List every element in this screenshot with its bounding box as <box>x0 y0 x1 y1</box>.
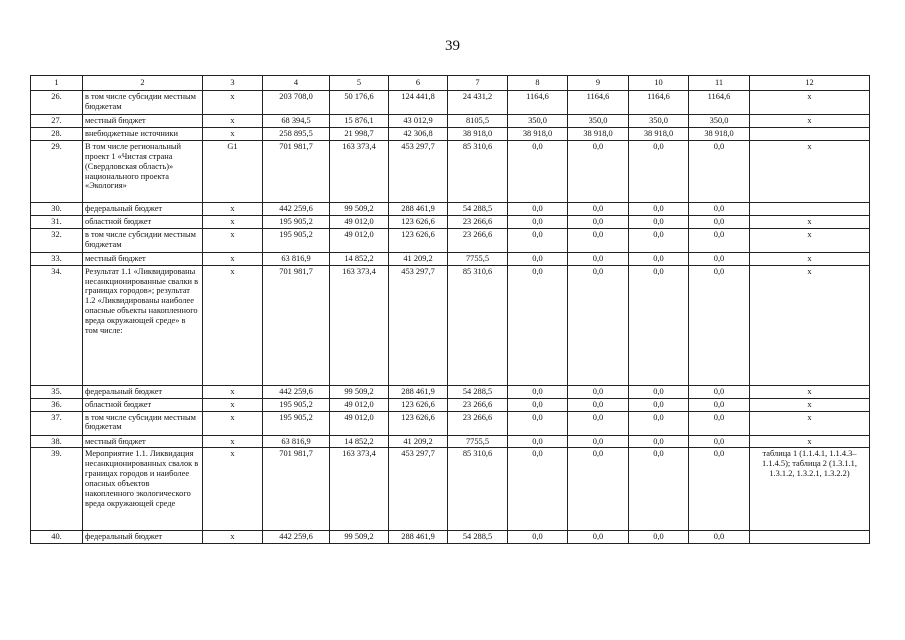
year-value-cell: 21 998,7 <box>330 127 389 140</box>
year-value-cell: 0,0 <box>629 228 689 252</box>
year-value-cell: 1164,6 <box>508 91 568 115</box>
column-number-header: 3 <box>203 76 263 91</box>
year-value-cell: 0,0 <box>689 435 750 448</box>
year-value-cell: 49 012,0 <box>330 228 389 252</box>
code-cell: x <box>203 252 263 265</box>
year-value-cell: 0,0 <box>689 202 750 215</box>
row-number-cell: 33. <box>31 252 83 265</box>
year-value-cell: 24 431,2 <box>448 91 508 115</box>
year-value-cell: 0,0 <box>629 215 689 228</box>
row-number-cell: 39. <box>31 448 83 531</box>
target-reference-cell: x <box>750 140 870 202</box>
code-cell: x <box>203 265 263 385</box>
year-value-cell: 163 373,4 <box>330 448 389 531</box>
column-number-header: 8 <box>508 76 568 91</box>
year-value-cell: 0,0 <box>568 265 629 385</box>
column-number-header: 7 <box>448 76 508 91</box>
year-value-cell: 0,0 <box>689 215 750 228</box>
table-row <box>31 228 870 252</box>
row-description-cell: областной бюджет <box>83 215 203 228</box>
table-row <box>31 448 870 531</box>
row-number-cell: 27. <box>31 115 83 128</box>
year-value-cell: 38 918,0 <box>568 127 629 140</box>
total-cell: 442 259,6 <box>263 202 330 215</box>
target-reference-cell: x <box>750 385 870 398</box>
year-value-cell: 0,0 <box>689 140 750 202</box>
row-number-cell: 38. <box>31 435 83 448</box>
column-number-header: 9 <box>568 76 629 91</box>
year-value-cell: 0,0 <box>689 398 750 411</box>
year-value-cell: 163 373,4 <box>330 265 389 385</box>
row-number-cell: 30. <box>31 202 83 215</box>
year-value-cell: 453 297,7 <box>389 265 448 385</box>
column-number-header: 10 <box>629 76 689 91</box>
row-number-cell: 37. <box>31 411 83 435</box>
year-value-cell: 38 918,0 <box>448 127 508 140</box>
year-value-cell: 0,0 <box>629 385 689 398</box>
target-reference-cell: x <box>750 228 870 252</box>
table-row <box>31 385 870 398</box>
year-value-cell: 0,0 <box>568 531 629 544</box>
year-value-cell: 453 297,7 <box>389 140 448 202</box>
table-body <box>31 91 870 544</box>
row-number-cell: 36. <box>31 398 83 411</box>
column-number-header: 5 <box>330 76 389 91</box>
row-description-cell: Результат 1.1 «Ликвидированы несанкционированные свалки в границах городов»; результат 1.2 «Ликвидированы наиболее опасные объекты накопленного вреда окружающей среде» в том числе: <box>83 265 203 385</box>
year-value-cell: 85 310,6 <box>448 448 508 531</box>
year-value-cell: 0,0 <box>568 398 629 411</box>
total-cell: 195 905,2 <box>263 398 330 411</box>
year-value-cell: 50 176,6 <box>330 91 389 115</box>
year-value-cell: 43 012,9 <box>389 115 448 128</box>
year-value-cell: 1164,6 <box>568 91 629 115</box>
year-value-cell: 0,0 <box>629 448 689 531</box>
table-row <box>31 252 870 265</box>
table-row <box>31 411 870 435</box>
year-value-cell: 123 626,6 <box>389 398 448 411</box>
code-cell: x <box>203 228 263 252</box>
code-cell: x <box>203 411 263 435</box>
year-value-cell: 38 918,0 <box>689 127 750 140</box>
year-value-cell: 54 288,5 <box>448 385 508 398</box>
year-value-cell: 0,0 <box>568 385 629 398</box>
row-number-cell: 35. <box>31 385 83 398</box>
code-cell: x <box>203 91 263 115</box>
year-value-cell: 49 012,0 <box>330 411 389 435</box>
column-number-header: 11 <box>689 76 750 91</box>
code-cell: x <box>203 531 263 544</box>
total-cell: 195 905,2 <box>263 411 330 435</box>
row-description-cell: федеральный бюджет <box>83 385 203 398</box>
year-value-cell: 38 918,0 <box>629 127 689 140</box>
table-row <box>31 531 870 544</box>
year-value-cell: 123 626,6 <box>389 228 448 252</box>
target-reference-cell: x <box>750 411 870 435</box>
year-value-cell: 7755,5 <box>448 435 508 448</box>
year-value-cell: 0,0 <box>508 228 568 252</box>
year-value-cell: 350,0 <box>508 115 568 128</box>
row-number-cell: 32. <box>31 228 83 252</box>
year-value-cell: 7755,5 <box>448 252 508 265</box>
year-value-cell: 0,0 <box>508 252 568 265</box>
year-value-cell: 0,0 <box>689 411 750 435</box>
year-value-cell: 0,0 <box>508 140 568 202</box>
year-value-cell: 0,0 <box>629 411 689 435</box>
year-value-cell: 23 266,6 <box>448 411 508 435</box>
total-cell: 68 394,5 <box>263 115 330 128</box>
table-row <box>31 398 870 411</box>
year-value-cell: 0,0 <box>689 265 750 385</box>
year-value-cell: 288 461,9 <box>389 385 448 398</box>
year-value-cell: 0,0 <box>629 140 689 202</box>
table-row <box>31 140 870 202</box>
target-reference-cell: x <box>750 435 870 448</box>
row-description-cell: в том числе субсидии местным бюджетам <box>83 91 203 115</box>
row-description-cell: в том числе субсидии местным бюджетам <box>83 411 203 435</box>
year-value-cell: 0,0 <box>689 385 750 398</box>
row-description-cell: областной бюджет <box>83 398 203 411</box>
code-cell: x <box>203 215 263 228</box>
year-value-cell: 0,0 <box>629 531 689 544</box>
table-row <box>31 127 870 140</box>
budget-table <box>30 75 870 544</box>
total-cell: 195 905,2 <box>263 215 330 228</box>
year-value-cell: 99 509,2 <box>330 531 389 544</box>
year-value-cell: 0,0 <box>568 228 629 252</box>
year-value-cell: 350,0 <box>689 115 750 128</box>
total-cell: 203 708,0 <box>263 91 330 115</box>
row-number-cell: 29. <box>31 140 83 202</box>
column-number-header: 1 <box>31 76 83 91</box>
year-value-cell: 0,0 <box>508 411 568 435</box>
year-value-cell: 42 306,8 <box>389 127 448 140</box>
year-value-cell: 99 509,2 <box>330 385 389 398</box>
year-value-cell: 0,0 <box>508 202 568 215</box>
row-description-cell: В том числе региональный проект 1 «Чистая страна (Свердловская область)» национального проекта «Экология» <box>83 140 203 202</box>
year-value-cell: 38 918,0 <box>508 127 568 140</box>
table-row <box>31 435 870 448</box>
year-value-cell: 0,0 <box>689 531 750 544</box>
row-description-cell: внебюджетные источники <box>83 127 203 140</box>
year-value-cell: 41 209,2 <box>389 252 448 265</box>
year-value-cell: 0,0 <box>629 398 689 411</box>
year-value-cell: 23 266,6 <box>448 215 508 228</box>
year-value-cell: 350,0 <box>629 115 689 128</box>
row-description-cell: местный бюджет <box>83 435 203 448</box>
year-value-cell: 14 852,2 <box>330 252 389 265</box>
year-value-cell: 85 310,6 <box>448 265 508 385</box>
year-value-cell: 99 509,2 <box>330 202 389 215</box>
year-value-cell: 14 852,2 <box>330 435 389 448</box>
page-number: 39 <box>445 38 460 54</box>
code-cell: x <box>203 398 263 411</box>
target-reference-cell <box>750 531 870 544</box>
total-cell: 63 816,9 <box>263 435 330 448</box>
year-value-cell: 8105,5 <box>448 115 508 128</box>
year-value-cell: 23 266,6 <box>448 398 508 411</box>
year-value-cell: 0,0 <box>568 252 629 265</box>
year-value-cell: 0,0 <box>689 252 750 265</box>
target-reference-cell <box>750 202 870 215</box>
target-reference-cell: x <box>750 252 870 265</box>
table-row <box>31 202 870 215</box>
year-value-cell: 0,0 <box>508 215 568 228</box>
year-value-cell: 54 288,5 <box>448 531 508 544</box>
year-value-cell: 288 461,9 <box>389 202 448 215</box>
year-value-cell: 41 209,2 <box>389 435 448 448</box>
year-value-cell: 0,0 <box>508 385 568 398</box>
year-value-cell: 288 461,9 <box>389 531 448 544</box>
year-value-cell: 1164,6 <box>689 91 750 115</box>
total-cell: 701 981,7 <box>263 265 330 385</box>
row-number-cell: 26. <box>31 91 83 115</box>
year-value-cell: 0,0 <box>508 531 568 544</box>
code-cell: x <box>203 202 263 215</box>
row-description-cell: местный бюджет <box>83 252 203 265</box>
year-value-cell: 0,0 <box>629 435 689 448</box>
row-number-cell: 31. <box>31 215 83 228</box>
table-row <box>31 115 870 128</box>
year-value-cell: 0,0 <box>629 252 689 265</box>
year-value-cell: 350,0 <box>568 115 629 128</box>
target-reference-cell: x <box>750 398 870 411</box>
year-value-cell: 1164,6 <box>629 91 689 115</box>
target-reference-cell: x <box>750 115 870 128</box>
year-value-cell: 23 266,6 <box>448 228 508 252</box>
table-row <box>31 91 870 115</box>
column-number-header: 6 <box>389 76 448 91</box>
year-value-cell: 0,0 <box>568 202 629 215</box>
year-value-cell: 0,0 <box>508 398 568 411</box>
target-reference-cell: x <box>750 215 870 228</box>
total-cell: 442 259,6 <box>263 531 330 544</box>
year-value-cell: 0,0 <box>568 411 629 435</box>
year-value-cell: 0,0 <box>568 435 629 448</box>
target-reference-cell <box>750 127 870 140</box>
row-number-cell: 28. <box>31 127 83 140</box>
total-cell: 258 895,5 <box>263 127 330 140</box>
year-value-cell: 85 310,6 <box>448 140 508 202</box>
year-value-cell: 0,0 <box>568 215 629 228</box>
code-cell: x <box>203 385 263 398</box>
year-value-cell: 163 373,4 <box>330 140 389 202</box>
total-cell: 442 259,6 <box>263 385 330 398</box>
table-row <box>31 215 870 228</box>
year-value-cell: 0,0 <box>568 448 629 531</box>
code-cell: x <box>203 127 263 140</box>
row-description-cell: федеральный бюджет <box>83 202 203 215</box>
code-cell: G1 <box>203 140 263 202</box>
total-cell: 701 981,7 <box>263 448 330 531</box>
year-value-cell: 0,0 <box>508 435 568 448</box>
year-value-cell: 0,0 <box>689 448 750 531</box>
total-cell: 63 816,9 <box>263 252 330 265</box>
year-value-cell: 0,0 <box>508 448 568 531</box>
year-value-cell: 49 012,0 <box>330 398 389 411</box>
target-reference-cell: x <box>750 91 870 115</box>
column-number-header: 12 <box>750 76 870 91</box>
year-value-cell: 0,0 <box>629 202 689 215</box>
column-number-header: 4 <box>263 76 330 91</box>
target-reference-cell: таблица 1 (1.1.4.1, 1.1.4.3–1.1.4.5); таблица 2 (1.3.1.1, 1.3.1.2, 1.3.2.1, 1.3.2.2) <box>750 448 870 531</box>
code-cell: x <box>203 115 263 128</box>
column-number-header: 2 <box>83 76 203 91</box>
column-number-row <box>31 76 870 91</box>
year-value-cell: 453 297,7 <box>389 448 448 531</box>
table-row <box>31 265 870 385</box>
code-cell: x <box>203 448 263 531</box>
row-description-cell: федеральный бюджет <box>83 531 203 544</box>
year-value-cell: 0,0 <box>629 265 689 385</box>
year-value-cell: 123 626,6 <box>389 411 448 435</box>
total-cell: 195 905,2 <box>263 228 330 252</box>
row-description-cell: местный бюджет <box>83 115 203 128</box>
row-number-cell: 34. <box>31 265 83 385</box>
year-value-cell: 0,0 <box>568 140 629 202</box>
year-value-cell: 123 626,6 <box>389 215 448 228</box>
year-value-cell: 124 441,8 <box>389 91 448 115</box>
code-cell: x <box>203 435 263 448</box>
year-value-cell: 49 012,0 <box>330 215 389 228</box>
total-cell: 701 981,7 <box>263 140 330 202</box>
year-value-cell: 0,0 <box>508 265 568 385</box>
row-description-cell: в том числе субсидии местным бюджетам <box>83 228 203 252</box>
row-number-cell: 40. <box>31 531 83 544</box>
target-reference-cell: x <box>750 265 870 385</box>
year-value-cell: 54 288,5 <box>448 202 508 215</box>
row-description-cell: Мероприятие 1.1. Ликвидация несанкционированных свалок в границах городов и наиболее опасных объектов накопленного экологического вреда окружающей среде <box>83 448 203 531</box>
year-value-cell: 0,0 <box>689 228 750 252</box>
year-value-cell: 15 876,1 <box>330 115 389 128</box>
